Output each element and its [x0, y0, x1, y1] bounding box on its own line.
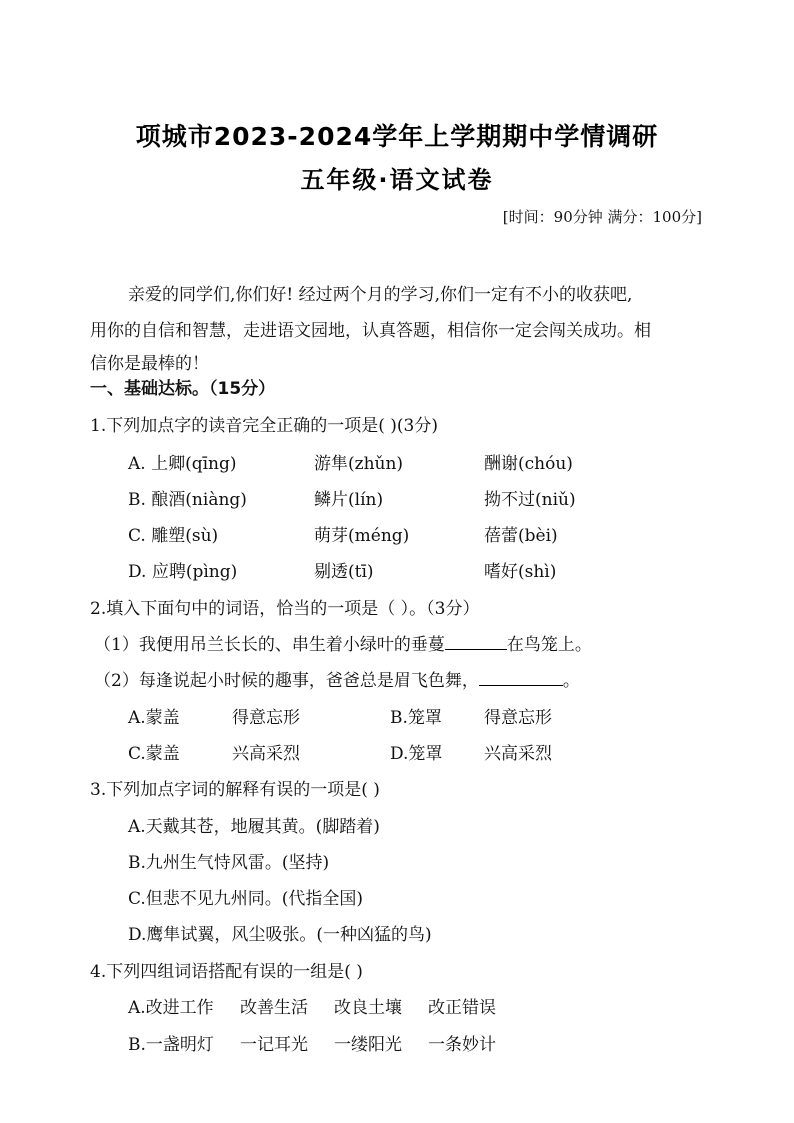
- q1-option-d-word: 嗜好(shì): [484, 562, 557, 582]
- question-2-stem: 2.填入下面句中的词语，恰当的一项是（ ）。（3分）: [90, 599, 480, 619]
- q1-option-c-word: 蓓蕾(bèi): [484, 526, 558, 546]
- q1-option-a-word: 游隼(zhǔn): [314, 454, 404, 474]
- time-score-info: [时间：90分钟 满分：100分]: [502, 208, 702, 226]
- q4-option-a-word: 改正错误: [428, 998, 496, 1018]
- intro-line: 亲爱的同学们,你们好! 经过两个月的学习,你们一定有不小的收获吧,: [128, 285, 633, 305]
- q2-sentence-2: [94, 666, 580, 691]
- question-3-stem: 3.下列加点字词的解释有误的一项是( ): [90, 780, 380, 800]
- q2-option-d: D.笼罩: [390, 744, 443, 764]
- q3-option-c: C.但悲不见九州同。(代指全国): [128, 889, 364, 909]
- q2-option-c-word: 兴高采烈: [232, 744, 300, 764]
- intro-line: 用你的自信和智慧，走进语文园地，认真答题，相信你一定会闯关成功。相: [90, 321, 651, 341]
- exam-title: 项城市2023-2024学年上学期期中学情调研: [135, 122, 659, 151]
- q1-option-d-word: 剔透(tī): [314, 562, 374, 582]
- q3-option-a: A.天戴其苍，地履其黄。(脚踏着): [128, 817, 380, 837]
- question-4-stem: 4.下列四组词语搭配有误的一组是( ): [90, 962, 363, 982]
- q4-option-a-word: 改善生活: [240, 998, 308, 1018]
- q2-sentence-1-start: （1）我便用吊兰长长的、串生着小绿叶的垂蔓: [94, 635, 445, 655]
- q4-option-b-word: 一记耳光: [240, 1035, 308, 1055]
- q1-option-d: D. 应聘(pìng): [128, 562, 238, 582]
- q2-sentence-2-start: （2）每逢说起小时候的趣事，爸爸总是眉飞色舞，: [94, 671, 479, 691]
- q1-option-c: C. 雕塑(sù): [128, 526, 219, 546]
- section-heading: 一、基础达标。（15分）: [90, 379, 276, 399]
- q2-sentence-1-end: 在鸟笼上。: [506, 635, 592, 655]
- q2-option-a: A.蒙盖: [128, 708, 180, 728]
- q2-sentence-2-end: 。: [562, 671, 580, 691]
- q4-option-b-word: 一条妙计: [428, 1035, 496, 1055]
- q2-option-b-word: 得意忘形: [484, 708, 552, 728]
- q1-option-b: B. 酿酒(niàng): [128, 490, 247, 510]
- answer-blank[interactable]: [445, 633, 507, 650]
- q1-option-b-word: 鳞片(lín): [314, 490, 384, 510]
- q2-option-d-word: 兴高采烈: [484, 744, 552, 764]
- q2-sentence-1: [94, 630, 592, 655]
- q1-option-b-word: 拗不过(niǔ): [484, 490, 576, 510]
- q4-option-b-word: 一缕阳光: [334, 1035, 402, 1055]
- q1-option-a: A. 上卿(qīng): [128, 454, 237, 474]
- q1-option-a-word: 酬谢(chóu): [484, 454, 573, 474]
- q2-option-c: C.蒙盖: [128, 744, 180, 764]
- q3-option-d: D.鹰隼试翼，风尘吸张。(一种凶猛的鸟): [128, 925, 432, 945]
- answer-blank[interactable]: [479, 669, 563, 686]
- q4-option-a-word: 改良土壤: [334, 998, 402, 1018]
- q1-option-c-word: 萌芽(méng): [314, 526, 410, 546]
- exam-subtitle: 五年级·语文试卷: [300, 166, 494, 194]
- q2-option-b: B.笼罩: [390, 708, 442, 728]
- intro-line: 信你是最棒的！: [90, 354, 209, 374]
- q2-option-a-word: 得意忘形: [232, 708, 300, 728]
- question-1-stem: 1.下列加点字的读音完全正确的一项是( )(3分): [90, 416, 438, 436]
- q4-option-a: A.改进工作: [128, 998, 214, 1018]
- q4-option-b: B.一盏明灯: [128, 1035, 214, 1055]
- q3-option-b: B.九州生气恃风雷。(坚持): [128, 853, 330, 873]
